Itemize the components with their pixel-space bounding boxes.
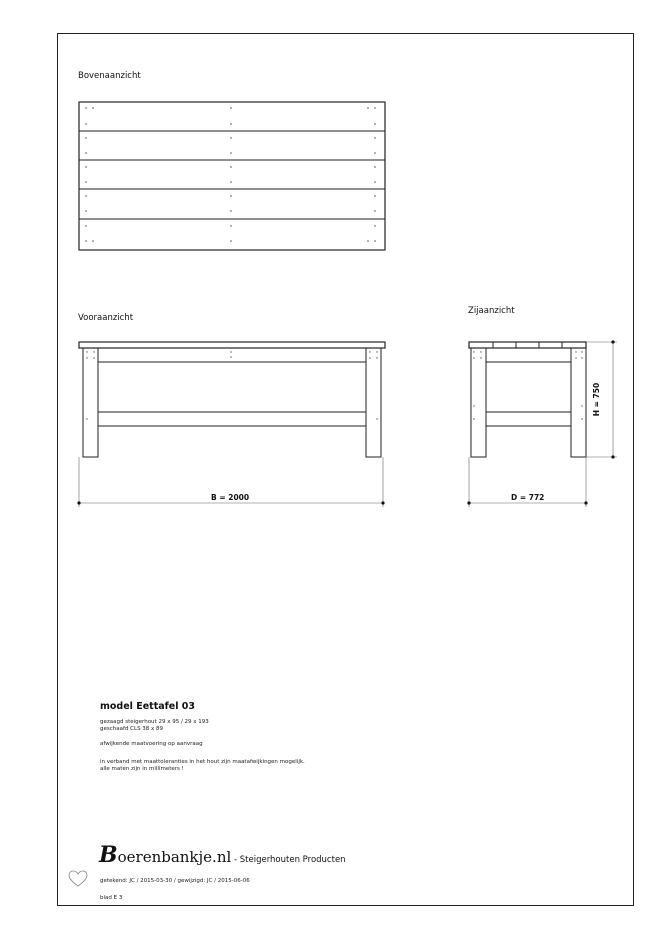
side-right-leg (571, 348, 586, 457)
brand-initial: B (99, 842, 118, 868)
front-view-title: Vooraanzicht (78, 313, 134, 323)
brand-name: oerenbankje.nl (117, 848, 232, 866)
drawn-by-line: getekend: JC / 2015-03-30 / gewijzigd: JC / 2015-06-06 (100, 878, 250, 884)
spec-wood: gezaagd steigerhout 29 x 95 / 29 x 193 (100, 719, 209, 725)
front-left-leg (83, 348, 98, 457)
front-view-drawing (79, 342, 385, 457)
brand-tagline: - Steigerhouten Producten (231, 855, 346, 865)
dimension-endpoints (77, 340, 614, 504)
height-dimension-label: H = 750 (592, 382, 602, 417)
side-bottom-rail (486, 412, 571, 426)
front-right-leg (366, 348, 381, 457)
spec-custom-sizes: afwijkende maatvoering op aanvraag (100, 741, 203, 747)
front-bottom-rail (98, 412, 366, 426)
tolerance-note: in verband met maattoleranties in het hout zijn maatafwijkingen mogelijk. (100, 759, 305, 765)
side-view-title: Zijaanzicht (468, 306, 515, 316)
table-top-outline (79, 102, 385, 250)
front-top-rail (98, 348, 366, 362)
heart-icon (68, 870, 88, 888)
side-top-rail (486, 348, 571, 362)
front-tabletop (79, 342, 385, 348)
width-dimension-label: B = 2000 (211, 493, 250, 502)
spec-frame: geschaafd CLS 38 x 89 (100, 726, 164, 732)
side-left-leg (471, 348, 486, 457)
side-view-drawing (469, 342, 586, 457)
top-view-title: Bovenaanzicht (78, 71, 141, 81)
dimension-lines (79, 342, 617, 507)
units-note: alle maten zijn in millimeters ! (100, 766, 184, 772)
top-view-screws (85, 107, 376, 242)
model-title: model Eettafel 03 (100, 701, 196, 712)
side-tabletop (469, 342, 586, 348)
top-view-drawing (79, 102, 385, 250)
depth-dimension-label: D = 772 (511, 493, 545, 502)
sheet-number: blad E 3 (100, 895, 123, 901)
brand-logo (99, 842, 346, 868)
